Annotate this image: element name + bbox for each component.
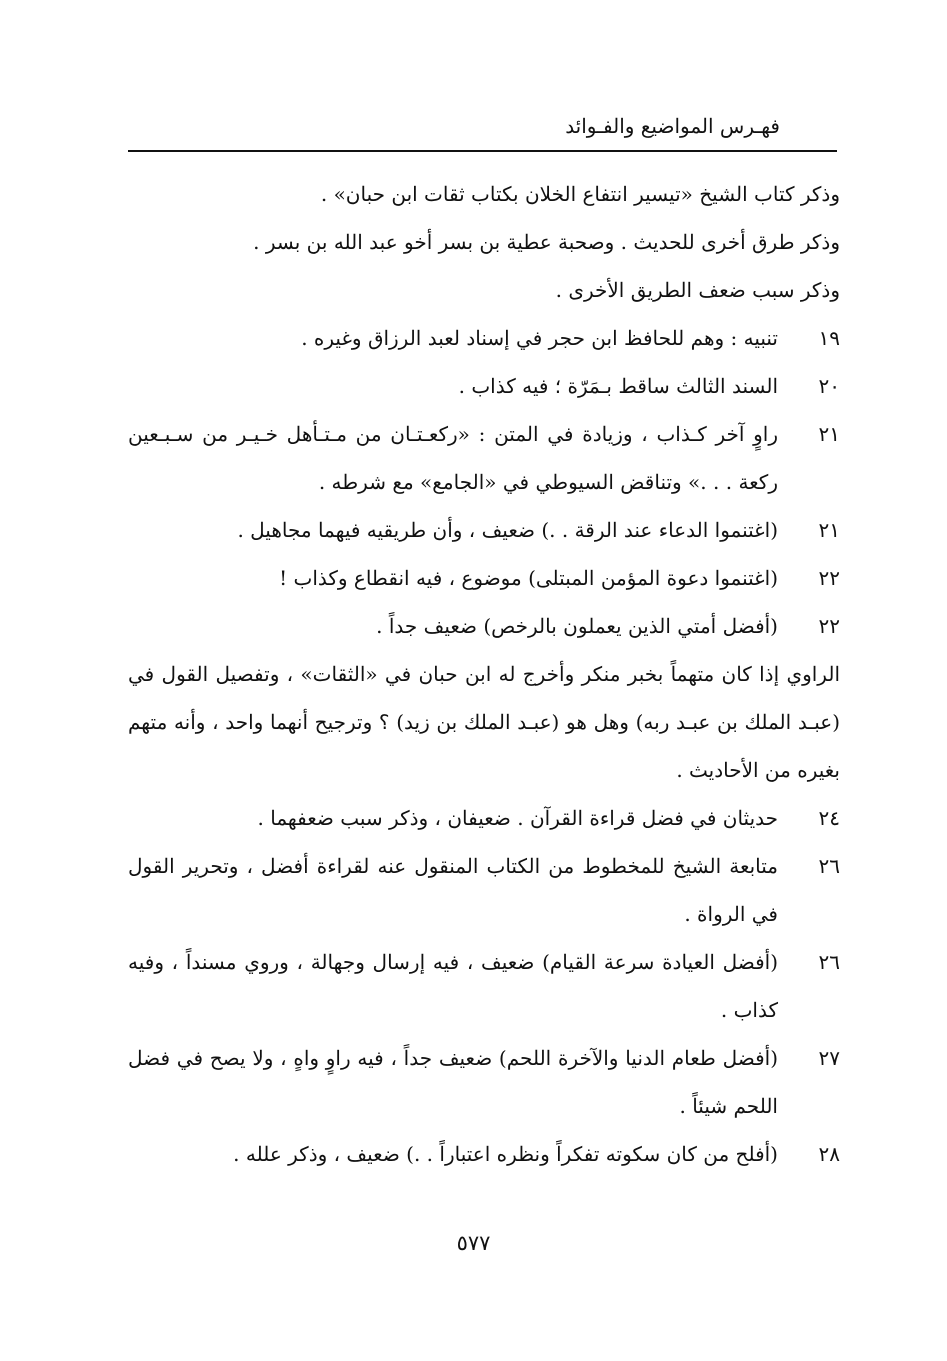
index-entry <box>128 554 840 602</box>
index-entry <box>128 938 840 1034</box>
entry-text: وذكر كتاب الشيخ «تيسير انتفاع الخلان بكتاب ثقات ابن حبان» . <box>320 182 840 206</box>
entry-text: حديثان في فضل قراءة القرآن . ضعيفان ، وذكر سبب ضعفهما . <box>257 806 778 830</box>
entry-page-number: ٢٤ <box>818 806 840 830</box>
page-number: ٥٧٧ <box>456 1231 491 1255</box>
header-divider <box>128 150 837 152</box>
entry-text: (أفضل العيادة سرعة القيام) ضعيف ، فيه إرسال وجهالة ، وروي مسنداً ، وفيه كذاب . <box>128 950 778 1022</box>
index-entry <box>128 1034 840 1130</box>
entry-text: (أفلح من كان سكوته تفكراً ونظره اعتباراً . .) ضعيف ، وذكر علله . <box>233 1142 778 1166</box>
index-entries <box>128 170 840 1178</box>
index-entry <box>128 842 840 938</box>
running-header-title: فهـرس المواضيع والفـوائد <box>565 114 780 138</box>
index-entry <box>128 362 840 410</box>
index-entry <box>128 794 840 842</box>
index-entry <box>128 410 840 506</box>
entry-text: (اغتنموا الدعاء عند الرقة . .) ضعيف ، وأن طريقيه فيهما مجاهيل . <box>237 518 778 542</box>
entry-page-number: ٢٧ <box>818 1046 840 1070</box>
index-entry <box>128 314 840 362</box>
entry-page-number: ٢٨ <box>818 1142 840 1166</box>
entry-text: متابعة الشيخ للمخطوط من الكتاب المنقول عنه لقراءة أفضل ، وتحرير القول في الرواة . <box>128 854 778 926</box>
entry-text: تنبيه : وهم للحافظ ابن حجر في إسناد لعبد الرزاق وغيره . <box>301 326 778 350</box>
entry-page-number: ٢٦ <box>818 950 840 974</box>
index-entry <box>128 602 840 650</box>
entry-text: الراوي إذا كان متهماً بخبر منكر وأخرج له ابن حبان في «الثقات» ، وتفصيل القول في (عبـد الملك بن عبـد ربه) وهل هو (عبـد الملك بن زيد) ؟ وترجيح أنهما واحد ، وأنه متهم بغيره من الأحاديث . <box>128 662 840 782</box>
index-entry <box>128 650 840 794</box>
entry-page-number: ٢١ <box>818 422 840 446</box>
entry-text: راوٍ آخر كـذاب ، وزيادة في المتن : «ركعـتـان من مـتـأهل خـيـر من سـبـعين ركعة . . .» وتناقض السيوطي في «الجامع» مع شرطه . <box>128 422 778 494</box>
entry-text: (اغتنموا دعوة المؤمن المبتلى) موضوع ، فيه انقطاع وكذاب ! <box>279 566 778 590</box>
entry-page-number: ٢٢ <box>818 566 840 590</box>
entry-page-number: ٢٦ <box>818 854 840 878</box>
entry-page-number: ١٩ <box>818 326 840 350</box>
entry-text: وذكر سبب ضعف الطريق الأخرى . <box>555 278 840 302</box>
index-entry <box>128 218 840 266</box>
index-entry <box>128 506 840 554</box>
entry-text: (أفضل أمتي الذين يعملون بالرخص) ضعيف جداً . <box>376 614 778 638</box>
index-entry <box>128 266 840 314</box>
entry-text: السند الثالث ساقط بـمَرّة ؛ فيه كذاب . <box>458 374 778 398</box>
entry-text: (أفضل طعام الدنيا والآخرة اللحم) ضعيف جداً ، فيه راوٍ واهٍ ، ولا يصح في فضل اللحم شيئاً . <box>128 1046 778 1118</box>
entry-page-number: ٢٠ <box>818 374 840 398</box>
index-entry <box>128 170 840 218</box>
index-entry <box>128 1130 840 1178</box>
entry-page-number: ٢٢ <box>818 614 840 638</box>
entry-page-number: ٢١ <box>818 518 840 542</box>
entry-text: وذكر طرق أخرى للحديث . وصحبة عطية بن بسر أخو عبد الله بن بسر . <box>253 230 840 254</box>
